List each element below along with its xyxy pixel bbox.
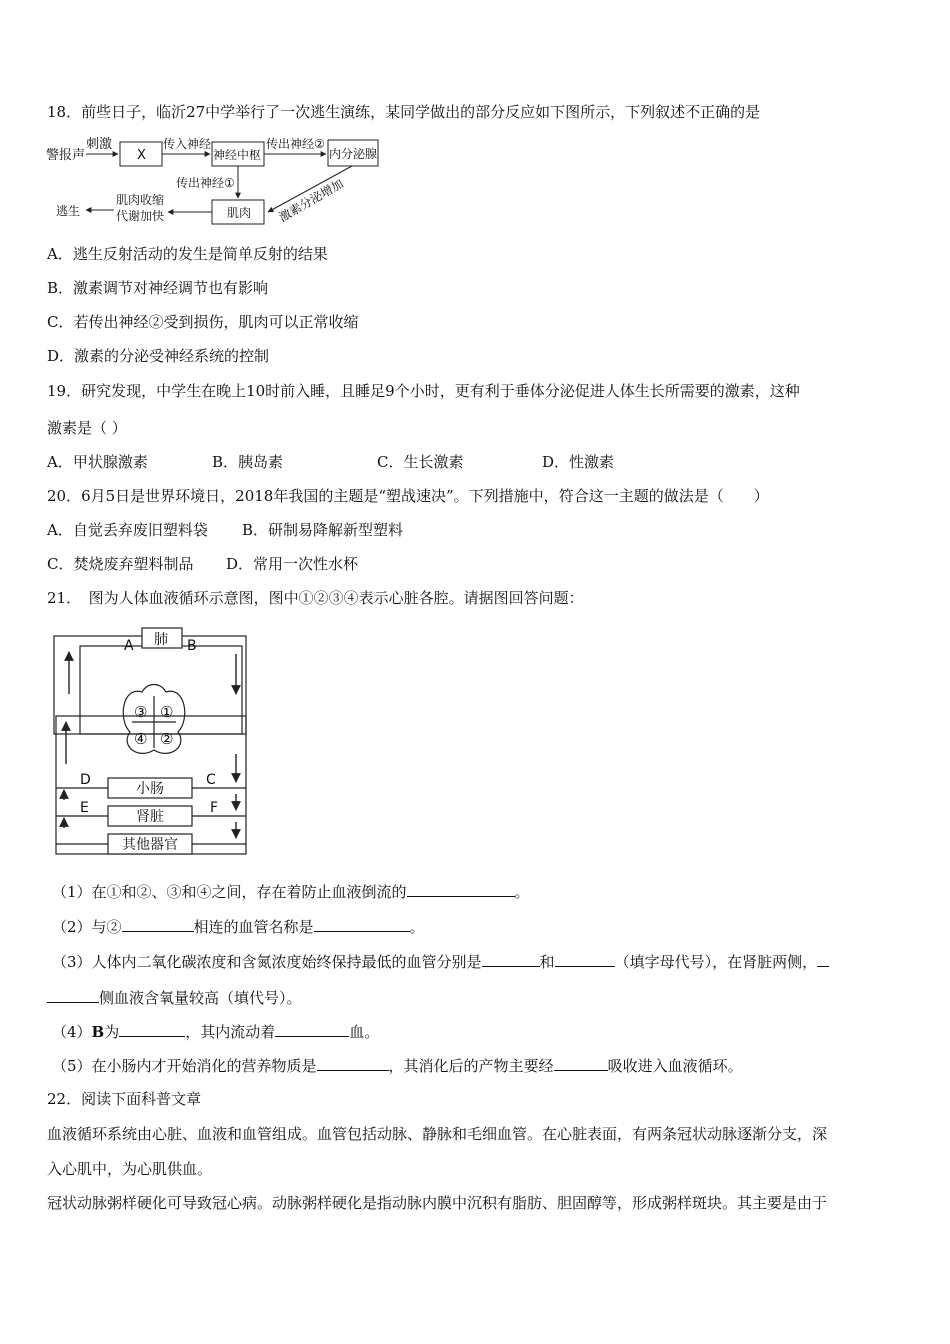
chamber-3: ③ [134,703,148,721]
afferent-label: 传入神经 [163,137,212,151]
q21-blank-2a[interactable] [122,915,194,932]
q21-sub2 [52,915,425,937]
efferent2-label: 传出神经② [266,137,325,151]
q19-option-a: A．甲状腺激素 [47,453,148,471]
q21-circulation-diagram [50,624,260,864]
label-f: F [210,800,219,816]
q21-sub4-text-e: 血。 [349,1023,380,1041]
chamber-2: ② [160,730,174,748]
q21-blank-3c[interactable] [817,950,829,967]
q21-blank-5a[interactable] [317,1054,389,1071]
stimulus-label: 刺激 [86,137,113,152]
q21-sub5-text-c: 吸收进入血液循环。 [607,1057,743,1075]
q21-sub4-text-d: ，其内流动着 [185,1023,276,1041]
q18-stem: 18．前些日子，临沂27中学举行了一次逃生演练，某同学做出的部分反应如下图所示，下列叙述不正确的是 [47,103,761,121]
q21-sub1-end: 。 [514,883,530,901]
q18-option-a: A．逃生反射活动的发生是简单反射的结果 [47,245,328,263]
q22-paragraph-1: 血液循环系统由心脏、血液和血管组成。血管包括动脉、静脉和毛细血管。在心脏表面，有两条冠状动脉逐渐分支，深 [47,1125,828,1143]
q21-blank-4b[interactable] [275,1020,349,1037]
q21-blank-5b[interactable] [554,1054,608,1071]
label-d: D [80,772,91,788]
x-label: X [137,148,146,163]
label-e: E [80,800,89,816]
contract2-label: 代谢加快 [116,209,165,223]
q21-sub3-line2 [47,986,302,1008]
q21-blank-2b[interactable] [314,915,410,932]
chamber-4: ④ [134,730,148,748]
q22-paragraph-2: 入心肌中，为心肌供血。 [47,1160,213,1178]
q19-option-c: C．生长激素 [377,453,464,471]
q22-stem: 22．阅读下面科普文章 [47,1090,202,1108]
q20-option-d: D．常用一次性水杯 [226,555,359,573]
intestine-label: 小肠 [136,781,164,797]
q21-sub3-text-d: 侧血液含氧量较高（填代号）。 [99,989,302,1007]
q20-option-b: B．研制易降解新型塑料 [242,521,404,539]
q18-reflex-diagram [40,130,390,230]
q18-option-b: B．激素调节对神经调节也有影响 [47,279,269,297]
q21-sub1 [52,880,530,902]
q21-sub3-text-a: （3）人体内二氧化碳浓度和含氮浓度始终保持最低的血管分别是 [52,953,482,971]
q20-option-c: C．焚烧废弃塑料制品 [47,555,194,573]
q21-sub4-text-c: 为 [104,1023,120,1041]
q18-option-d: D．激素的分泌受神经系统的控制 [47,347,270,365]
gland-label: 内分泌腺 [329,147,378,161]
q21-sub3-text-c: （填字母代号），在肾脏两侧， [614,953,818,971]
label-c: C [206,772,216,788]
escape-label: 逃生 [56,204,81,218]
q19-stem-line1: 19．研究发现，中学生在晚上10时前入睡，且睡足9个小时，更有利于垂体分泌促进人体生长所需要的激素，这种 [47,382,800,400]
q21-blank-3d[interactable] [47,986,99,1003]
q21-sub2-end: 。 [409,918,425,936]
q21-stem: 21． 图为人体血液循环示意图，图中①②③④表示心脏各腔。请据图回答问题： [47,589,584,607]
q21-sub4-text-a: （4） [52,1023,92,1041]
q21-sub4-b: B [91,1023,105,1041]
q21-sub1-text: （1）在①和②、③和④之间，存在着防止血液倒流的 [52,883,407,901]
q21-sub2-text-a: （2）与② [52,918,122,936]
q21-blank-1[interactable] [407,880,515,897]
q20-stem: 20．6月5日是世界环境日，2018年我国的主题是“塑战速决”。下列措施中，符合这一主题的做法是（ ） [47,487,769,505]
q20-option-a: A．自觉丢弃废旧塑料袋 [47,521,208,539]
q21-blank-4a[interactable] [119,1020,185,1037]
q19-stem-line2: 激素是（ ） [47,419,127,437]
q21-sub3 [52,950,829,972]
q21-blank-3b[interactable] [555,950,615,967]
kidney-label: 肾脏 [136,809,164,825]
others-label: 其他器官 [122,837,178,853]
q19-option-b: B．胰岛素 [212,453,284,471]
q18-option-c: C．若传出神经②受到损伤，肌肉可以正常收缩 [47,313,359,331]
alarm-label: 警报声 [46,148,86,163]
lung-label: 肺 [154,632,168,648]
q21-sub3-text-b: 和 [539,953,555,971]
muscle-label: 肌肉 [227,206,252,220]
efferent1-label: 传出神经① [176,176,235,190]
center-label: 神经中枢 [213,148,262,162]
q21-sub5-text-a: （5）在小肠内才开始消化的营养物质是 [52,1057,317,1075]
q21-sub2-text-b: 相连的血管名称是 [193,918,314,936]
q21-sub5-text-b: ，其消化后的产物主要经 [388,1057,554,1075]
label-a: A [124,638,134,654]
hormone-label: 激素分泌增加 [276,176,346,225]
label-b: B [187,638,197,654]
q21-blank-3a[interactable] [482,950,540,967]
q22-paragraph-3: 冠状动脉粥样硬化可导致冠心病。动脉粥样硬化是指动脉内膜中沉积有脂肪、胆固醇等，形成粥样斑块。其主要是由于 [47,1194,828,1212]
q19-option-d: D．性激素 [542,453,615,471]
contract1-label: 肌肉收缩 [116,193,165,207]
q21-sub4 [52,1020,379,1042]
chamber-1: ① [160,703,174,721]
q21-sub5 [52,1054,743,1076]
